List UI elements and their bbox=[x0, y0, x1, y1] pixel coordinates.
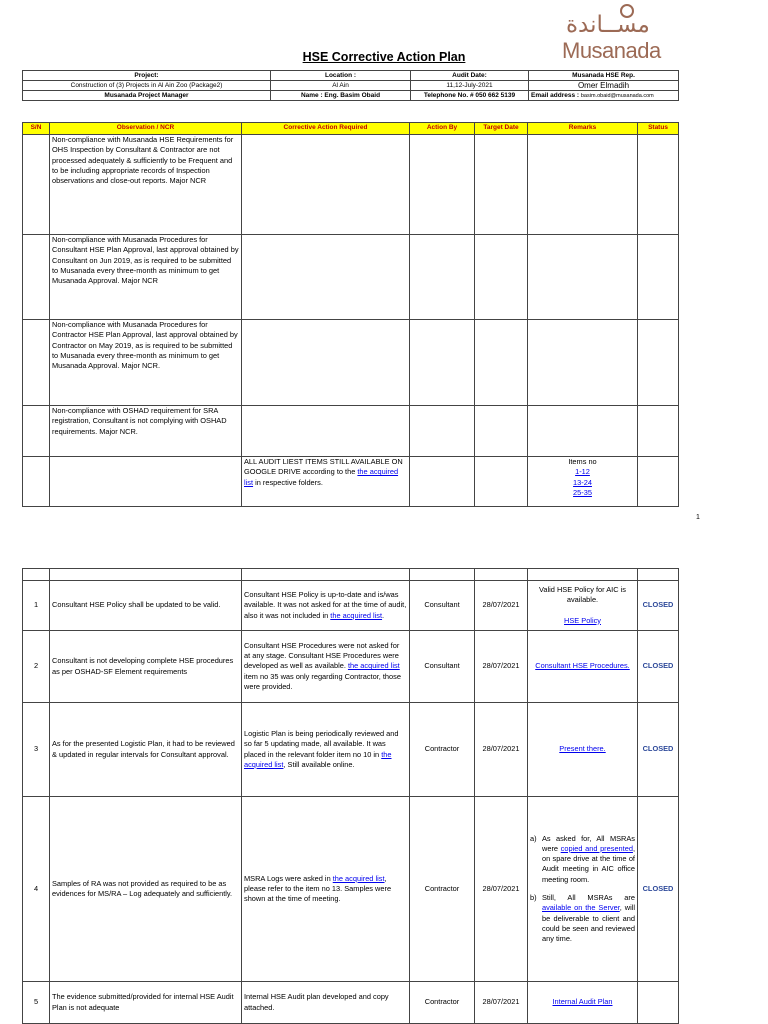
table-row bbox=[23, 797, 679, 982]
status-cell bbox=[638, 982, 679, 1024]
col-action-by-header: Action By bbox=[410, 123, 475, 135]
hse-rep-label: Musanada HSE Rep. bbox=[529, 71, 679, 81]
action-by: Consultant bbox=[410, 581, 475, 631]
copied-presented-link[interactable]: copied and presented bbox=[560, 843, 633, 853]
status-closed: CLOSED bbox=[638, 797, 679, 982]
action-by: Contractor bbox=[410, 703, 475, 797]
hse-policy-link[interactable]: HSE Policy bbox=[564, 615, 601, 625]
col-target-date-header: Target Date bbox=[475, 123, 528, 135]
audit-date-label: Audit Date: bbox=[411, 71, 529, 81]
status-closed: CLOSED bbox=[638, 703, 679, 797]
target-date: 28/07/2021 bbox=[475, 631, 528, 703]
items-label: Items no bbox=[568, 457, 597, 466]
col-status-header: Status bbox=[638, 123, 679, 135]
action-by: Consultant bbox=[410, 631, 475, 703]
remarks-cell: Valid HSE Policy for AIC is available. HSE Policy bbox=[528, 581, 638, 631]
remarks-cell bbox=[528, 703, 638, 797]
blank-header-row bbox=[23, 569, 679, 581]
items-range-link[interactable]: 13-24 bbox=[573, 477, 592, 487]
location-label: Location : bbox=[271, 71, 411, 81]
acquired-list-link[interactable]: the acquired list bbox=[244, 467, 399, 487]
acquired-list-link[interactable]: the acquired list bbox=[244, 749, 392, 769]
action-by: Contractor bbox=[410, 982, 475, 1024]
project-value: Construction of (3) Projects in Al Ain Zoo (Package2) bbox=[23, 81, 271, 91]
hse-rep-value: Omer Elmadih bbox=[529, 81, 679, 91]
acquired-list-link[interactable]: the acquired list bbox=[347, 661, 400, 671]
corrective-action-text: MSRA Logs were asked in the acquired list, please refer to the item no 13. Samples were shown at the time of meeting. bbox=[242, 797, 410, 982]
items-range-link[interactable]: 25-35 bbox=[573, 487, 592, 497]
email-label: Email address : bbox=[531, 92, 580, 99]
table-row bbox=[23, 406, 679, 457]
present-there-link[interactable]: Present there. bbox=[559, 744, 606, 754]
audit-date-value: 11,12-July-2021 bbox=[411, 81, 529, 91]
header-info-table bbox=[22, 70, 679, 101]
remark-item-a: a) As asked for, All MSRAs were copied and presented, on spare drive at the time of Audit meeting in AIC office meeting room. bbox=[530, 833, 635, 884]
row-sn: 4 bbox=[23, 797, 50, 982]
remarks-cell bbox=[528, 631, 638, 703]
acquired-list-link[interactable]: the acquired list bbox=[330, 610, 383, 620]
target-date: 28/07/2021 bbox=[475, 797, 528, 982]
row-sn: 5 bbox=[23, 982, 50, 1024]
items-range-link[interactable]: 1-12 bbox=[575, 467, 590, 477]
ncr-header-row bbox=[23, 123, 679, 135]
email-value: basim.obaid@musanada.com bbox=[580, 93, 654, 99]
logo-english-text: Musanada bbox=[562, 38, 661, 63]
available-on-server-link[interactable]: available on the Server bbox=[542, 903, 620, 913]
target-date: 28/07/2021 bbox=[475, 581, 528, 631]
row-sn: 2 bbox=[23, 631, 50, 703]
project-manager-label: Musanada Project Manager bbox=[23, 91, 271, 101]
observation-text: Non-compliance with Musanada Procedures for Consultant HSE Plan Approval, last approval obtained by Consultant on Jun 2019, as is required to be submitted to Musanada every three-month as minimum to get Musanada Approval. Major NCR bbox=[50, 235, 242, 320]
internal-audit-plan-link[interactable]: Internal Audit Plan bbox=[552, 997, 613, 1007]
document-title: HSE Corrective Action Plan bbox=[302, 50, 466, 64]
action-table bbox=[22, 568, 679, 1024]
col-observation-header: Observation / NCR bbox=[50, 123, 242, 135]
table-row bbox=[23, 703, 679, 797]
table-row bbox=[23, 581, 679, 631]
observation-text: Non-compliance with Musanada Procedures for Contractor HSE Plan Approval, last approval obtained by Contractor on May 2019, as is required to be submitted to Musanada every three-month as minimum to get Musanada Approval. Major NCR. bbox=[50, 320, 242, 406]
observation-text: As for the presented Logistic Plan, it had to be reviewed & updated in regular intervals for Consultant approval. bbox=[50, 703, 242, 797]
logo-arabic-text: مســاندة bbox=[566, 12, 650, 38]
target-date: 28/07/2021 bbox=[475, 982, 528, 1024]
observation-text: Consultant HSE Policy shall be updated to be valid. bbox=[50, 581, 242, 631]
observation-text: The evidence submitted/provided for internal HSE Audit Plan is not adequate bbox=[50, 982, 242, 1024]
row-sn: 3 bbox=[23, 703, 50, 797]
page-number: 1 bbox=[696, 514, 700, 521]
row-sn: 1 bbox=[23, 581, 50, 631]
remark-item-b: b) Still, All MSRAs are available on the Server, will be deliverable to client and could be seen and reviewed any time. bbox=[530, 893, 635, 944]
telephone-value: Telephone No. # 050 662 5139 bbox=[411, 91, 529, 101]
remarks-cell bbox=[528, 797, 638, 982]
corrective-action-text: Internal HSE Audit plan developed and copy attached. bbox=[242, 982, 410, 1024]
action-by: Contractor bbox=[410, 797, 475, 982]
email-cell bbox=[529, 91, 679, 101]
observation-text: Samples of RA was not provided as required to be as evidences for MS/RA – Log adequately and sufficiently. bbox=[50, 797, 242, 982]
project-label: Project: bbox=[23, 71, 271, 81]
status-closed: CLOSED bbox=[638, 631, 679, 703]
observation-text: Consultant is not developing complete HSE procedures as per OSHAD-SF Element requirements bbox=[50, 631, 242, 703]
summary-text: ALL AUDIT LIEST ITEMS STILL AVAILABLE ON GOOGLE DRIVE according to the the acquired list in respective folders. bbox=[242, 457, 410, 507]
col-sn-header: S/N bbox=[23, 123, 50, 135]
status-closed: CLOSED bbox=[638, 581, 679, 631]
observation-text: Non-compliance with Musanada HSE Requirements for OHS Inspection by Consultant & Contractor are not processed adequately & sufficiently to be Frequent and to be including appropriate records of Inspection observations and close-out reports. Major NCR bbox=[50, 135, 242, 235]
table-row bbox=[23, 235, 679, 320]
items-cell bbox=[528, 457, 638, 507]
consultant-procedures-link[interactable]: Consultant HSE Procedures. bbox=[535, 661, 630, 671]
corrective-action-text: Logistic Plan is being periodically reviewed and so far 5 updating made, all available. It was placed in the relevant folder item no 10 in the acquired list, Still available online. bbox=[242, 703, 410, 797]
remarks-cell bbox=[528, 982, 638, 1024]
col-corrective-header: Corrective Action Required bbox=[242, 123, 410, 135]
acquired-list-link[interactable]: the acquired list bbox=[332, 873, 385, 883]
manager-name: Name : Eng. Basim Obaid bbox=[271, 91, 411, 101]
corrective-action-text: Consultant HSE Policy is up-to-date and is/was available. It was not asked for at the time of audit, also it was not included in the acquired list. bbox=[242, 581, 410, 631]
observation-text: Non-compliance with OSHAD requirement for SRA registration, Consultant is not complying with OSHAD requirements. Major NCR. bbox=[50, 406, 242, 457]
col-remarks-header: Remarks bbox=[528, 123, 638, 135]
table-row bbox=[23, 982, 679, 1024]
target-date: 28/07/2021 bbox=[475, 703, 528, 797]
table-row bbox=[23, 320, 679, 406]
table-row bbox=[23, 135, 679, 235]
summary-row bbox=[23, 457, 679, 507]
location-value: Al Ain bbox=[271, 81, 411, 91]
ncr-table bbox=[22, 122, 679, 507]
corrective-action-text: Consultant HSE Procedures were not asked for at any stage. Consultant HSE Procedures were developed as well as available. the acquired list item no 35 was only regarding Contractor, those were provided. bbox=[242, 631, 410, 703]
table-row bbox=[23, 631, 679, 703]
